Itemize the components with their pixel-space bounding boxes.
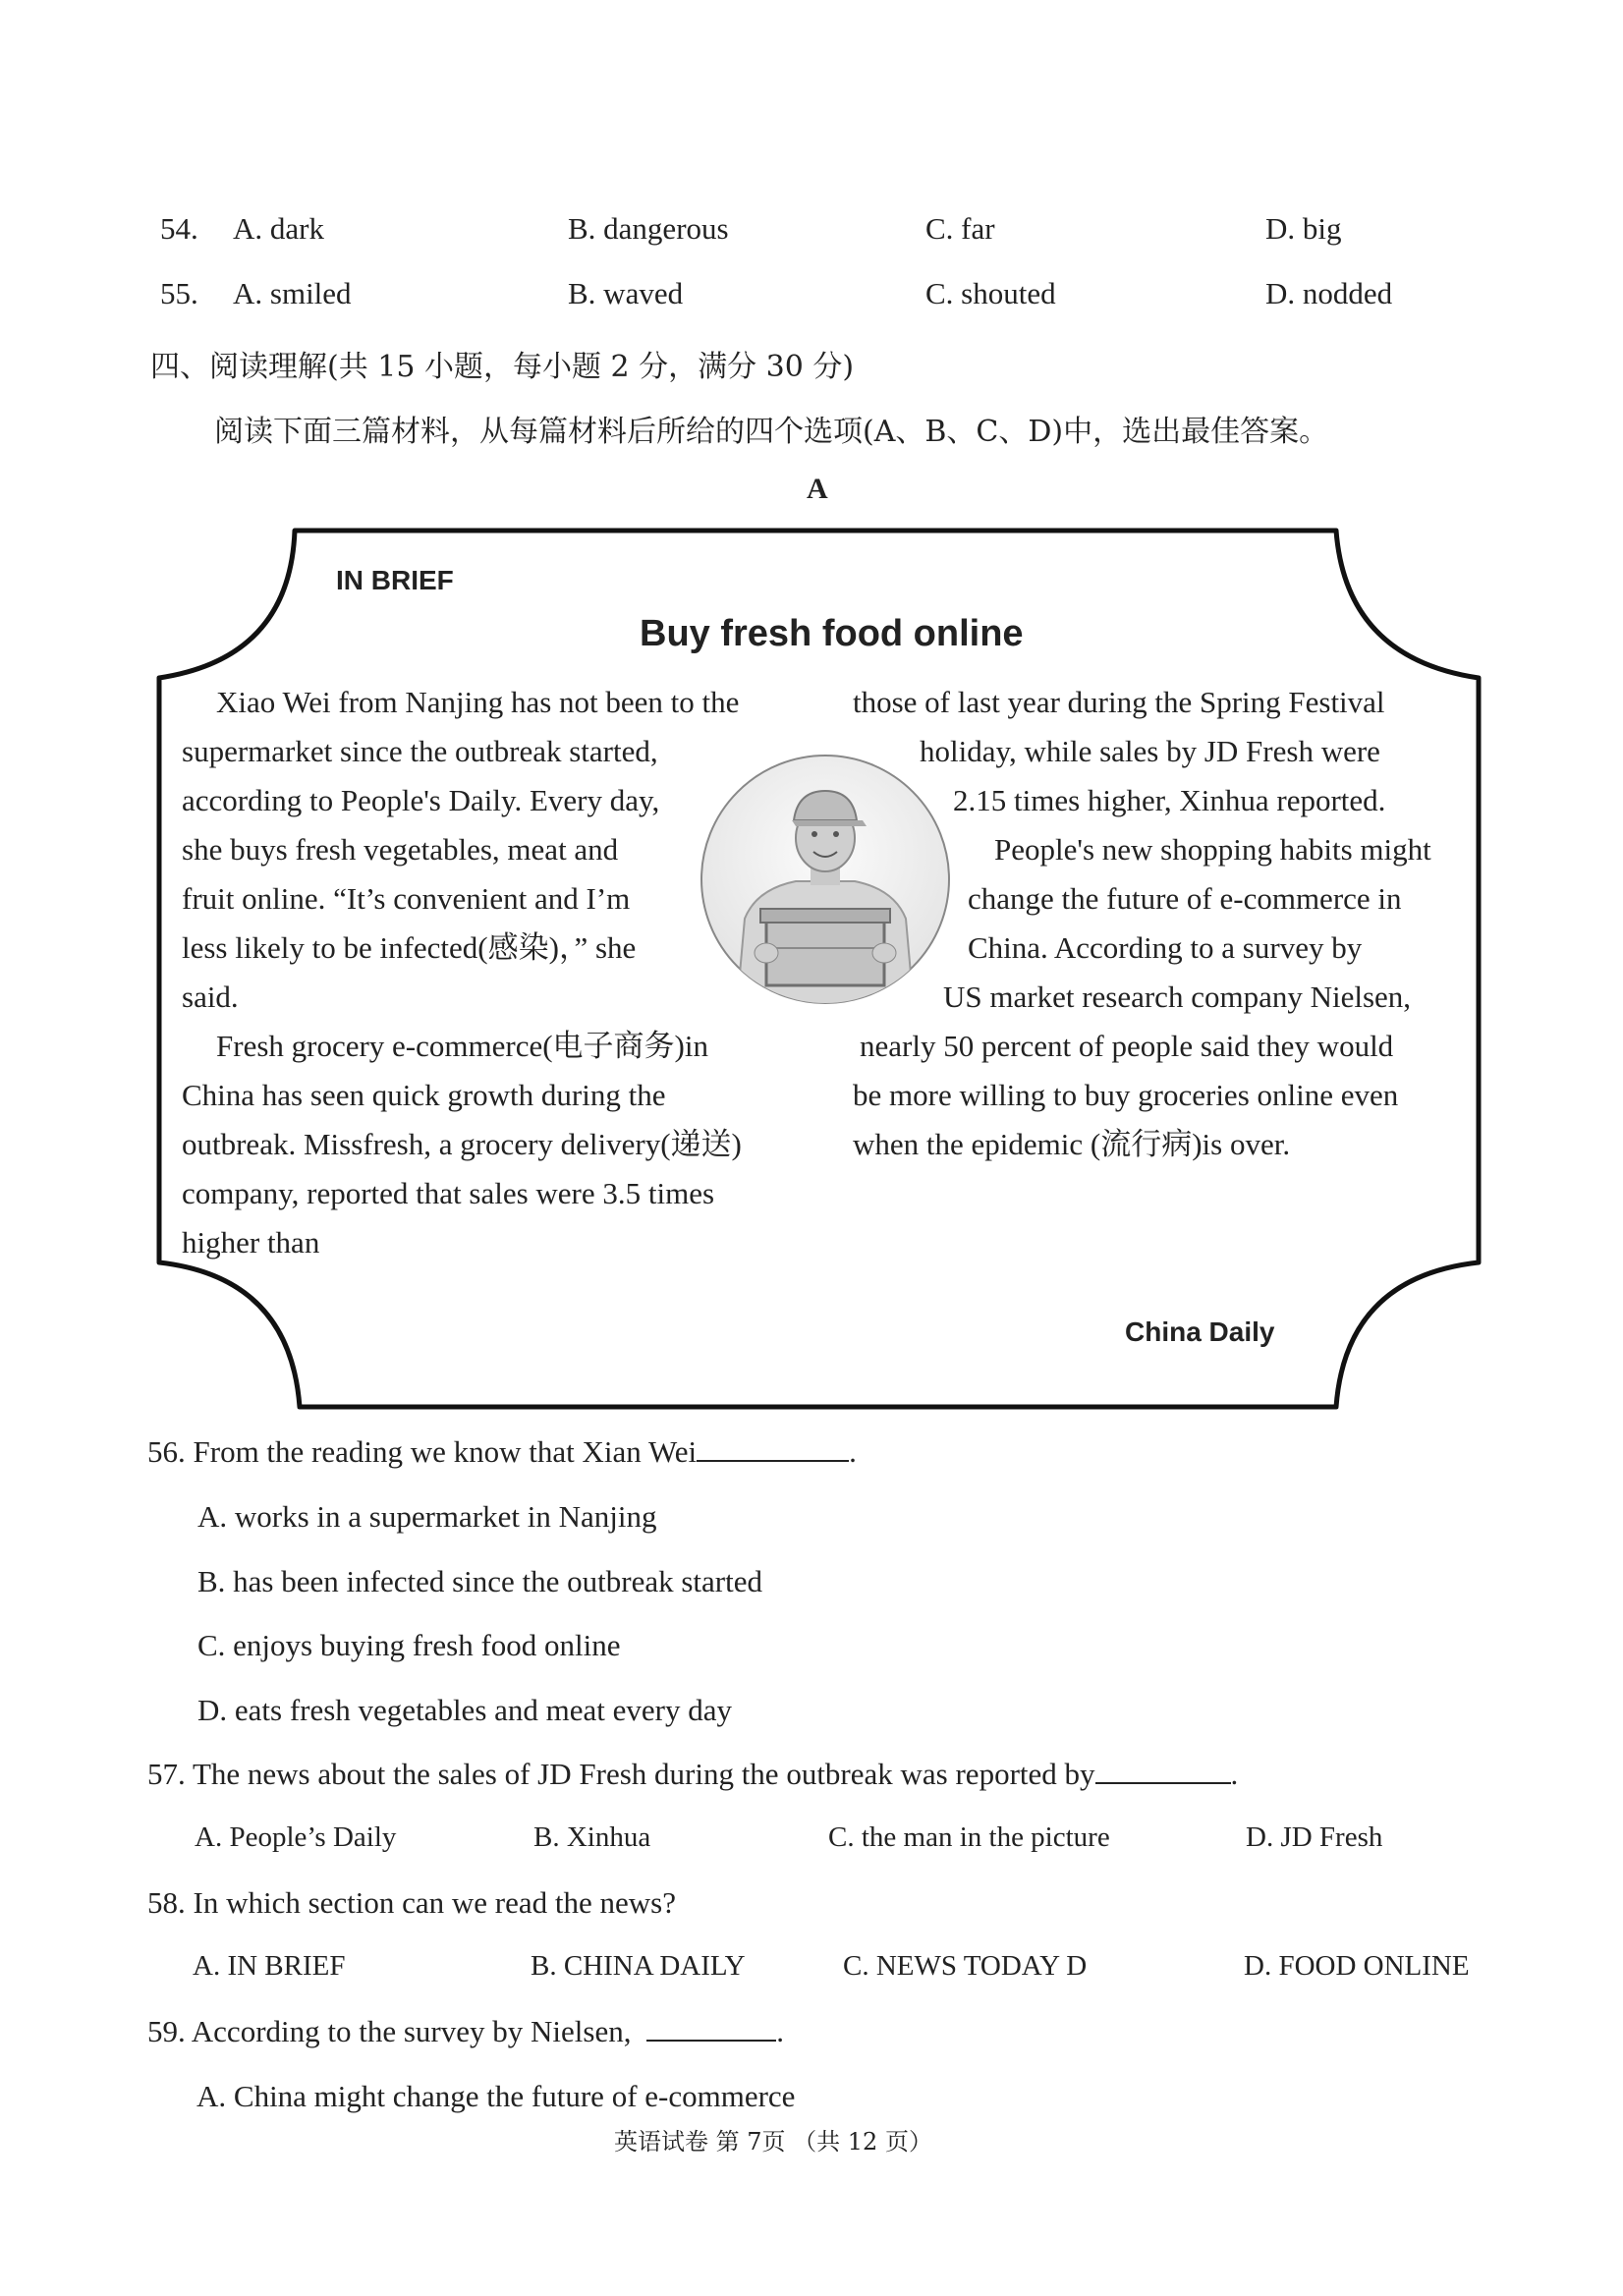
cloze-option-55-a: A. smiled xyxy=(233,276,352,310)
article-right-line-2: holiday, while sales by JD Fresh were xyxy=(920,734,1380,768)
section-instruction: 阅读下面三篇材料，从每篇材料后所给的四个选项(A、B、C、D)中，选出最佳答案。 xyxy=(214,415,1329,449)
question-57-option-d: D. JD Fresh xyxy=(1246,1821,1383,1853)
question-58-option-b: B. CHINA DAILY xyxy=(531,1950,746,1982)
cloze-option-54-b: B. dangerous xyxy=(568,211,729,246)
article-source: China Daily xyxy=(1125,1316,1275,1347)
question-stem-text: 56. From the reading we know that Xian Wei xyxy=(147,1434,698,1469)
article-right-line-6: China. According to a survey by xyxy=(968,930,1363,965)
answer-blank xyxy=(646,2014,776,2042)
cloze-option-54-d: D. big xyxy=(1265,211,1342,246)
article-tag: IN BRIEF xyxy=(336,565,454,595)
question-58-option-a: A. IN BRIEF xyxy=(193,1950,346,1982)
answer-blank xyxy=(1095,1757,1231,1784)
cloze-option-54-c: C. far xyxy=(925,211,995,246)
cloze-option-55-c: C. shouted xyxy=(925,276,1056,310)
question-56-option-c: C. enjoys buying fresh food online xyxy=(197,1628,621,1662)
question-stem-end: . xyxy=(849,1434,857,1469)
article-right-line-7: US market research company Nielsen, xyxy=(943,980,1412,1014)
cloze-option-55-b: B. waved xyxy=(568,276,684,310)
question-56-option-d: D. eats fresh vegetables and meat every day xyxy=(197,1693,732,1727)
page-footer: 英语试卷 第 7页 （共 12 页） xyxy=(614,2128,932,2156)
question-56-option-b: B. has been infected since the outbreak started xyxy=(197,1564,762,1598)
section-heading: 四、阅读理解(共 15 小题，每小题 2 分，满分 30 分) xyxy=(150,350,855,384)
question-58-option-c: C. NEWS TODAY D xyxy=(843,1950,1088,1982)
article-right-line-10: when the epidemic (流行病)is over. xyxy=(853,1127,1291,1161)
question-stem-end: . xyxy=(1230,1757,1239,1791)
delivery-man-photo xyxy=(698,752,953,1007)
question-57-option-b: B. Xinhua xyxy=(533,1821,651,1853)
question-59-stem xyxy=(147,2014,784,2049)
question-56-option-a: A. works in a supermarket in Nanjing xyxy=(197,1499,657,1534)
question-57-option-c: C. the man in the picture xyxy=(828,1821,1110,1853)
question-stem-text: 57. The news about the sales of JD Fresh during the outbreak was reported by xyxy=(147,1757,1095,1791)
article-right-line-5: change the future of e-commerce in xyxy=(968,881,1402,916)
question-stem-end: . xyxy=(776,2014,784,2048)
cloze-option-54-a: A. dark xyxy=(233,211,324,246)
article-right-line-9: be more willing to buy groceries online even xyxy=(853,1078,1399,1112)
question-59-option-a: A. China might change the future of e-commerce xyxy=(196,2079,796,2113)
cloze-option-55-d: D. nodded xyxy=(1265,276,1393,310)
article-left-line-10: outbreak. Missfresh, a grocery delivery(递送) xyxy=(182,1127,742,1161)
question-58-option-d: D. FOOD ONLINE xyxy=(1244,1950,1470,1982)
article-left-line-4: she buys fresh vegetables, meat and xyxy=(182,832,619,867)
question-56-stem xyxy=(147,1434,857,1470)
question-stem-text: 59. According to the survey by Nielsen, xyxy=(147,2014,632,2048)
article-left-line-2: supermarket since the outbreak started, xyxy=(182,734,658,768)
question-58-stem: 58. In which section can we read the news? xyxy=(147,1885,676,1920)
article-left-line-11: company, reported that sales were 3.5 times xyxy=(182,1176,715,1210)
question-57-option-a: A. People’s Daily xyxy=(195,1821,397,1853)
article-left-line-3: according to People's Daily. Every day, xyxy=(182,783,660,817)
article-right-line-1: those of last year during the Spring Festival xyxy=(853,685,1385,719)
article-left-line-9: China has seen quick growth during the xyxy=(182,1078,666,1112)
article-left-line-8: Fresh grocery e-commerce(电子商务)in xyxy=(216,1029,708,1063)
passage-label: A xyxy=(807,473,828,505)
article-left-line-6: less likely to be infected(感染)，” she xyxy=(182,930,637,965)
cloze-number-54: 54. xyxy=(160,211,198,246)
article-left-line-5: fruit online. “It’s convenient and I’m xyxy=(182,881,631,916)
article-left-line-7: said. xyxy=(182,980,239,1014)
article-title: Buy fresh food online xyxy=(640,613,1024,654)
cloze-number-55: 55. xyxy=(160,276,198,310)
article-right-line-4: People's new shopping habits might xyxy=(994,832,1431,867)
question-57-stem xyxy=(147,1757,1238,1792)
answer-blank xyxy=(697,1434,849,1462)
article-right-line-3: 2.15 times higher, Xinhua reported. xyxy=(953,783,1386,817)
article-left-line-1: Xiao Wei from Nanjing has not been to the xyxy=(216,685,740,719)
article-left-line-12: higher than xyxy=(182,1225,320,1260)
article-right-line-8: nearly 50 percent of people said they would xyxy=(860,1029,1394,1063)
